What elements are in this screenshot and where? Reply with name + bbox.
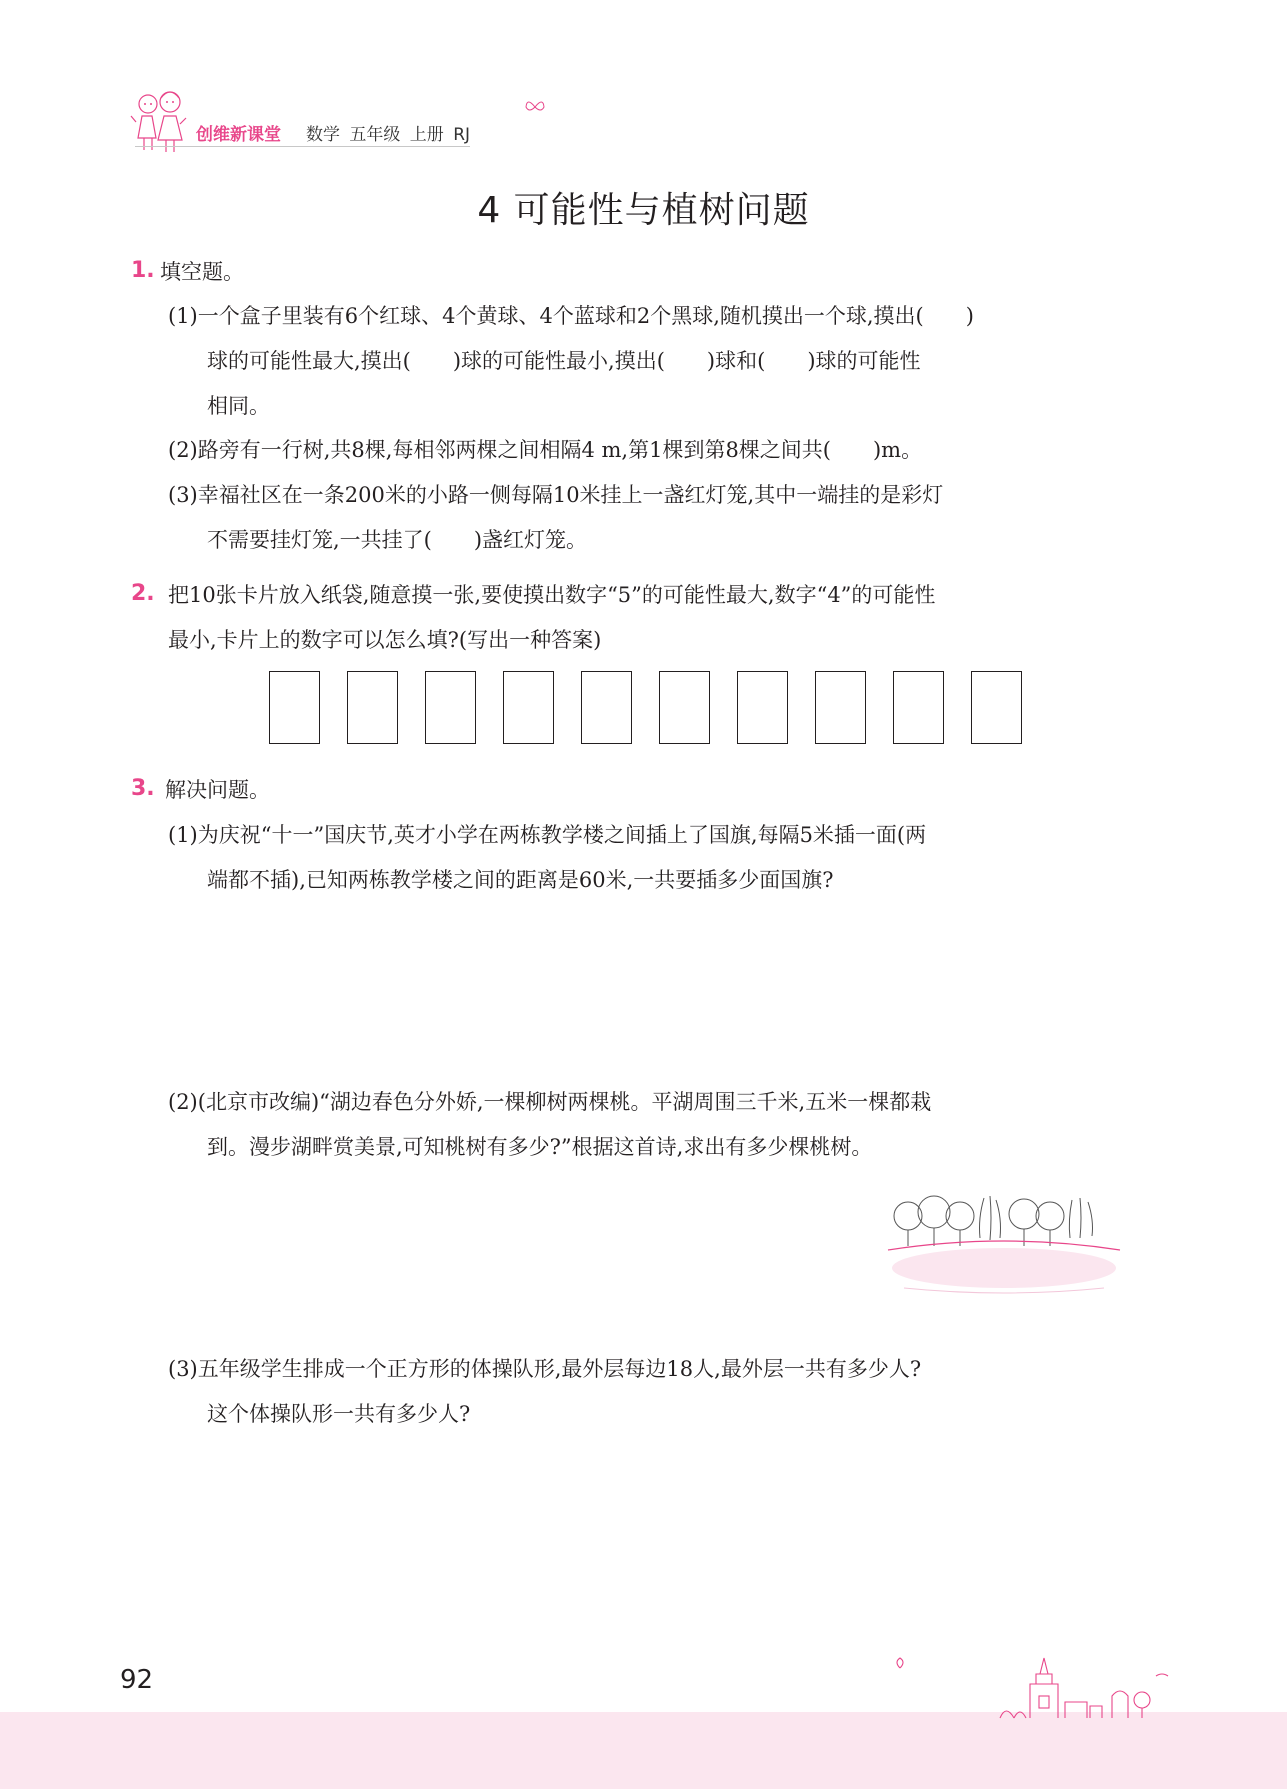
q3-part3-line1: (3)五年级学生排成一个正方形的体操队形,最外层每边18人,最外层一共有多少人? — [168, 1357, 922, 1381]
question-3-heading: 解决问题。 — [165, 778, 270, 802]
q3-part1-line1: (1)为庆祝“十一”国庆节,英才小学在两栋教学楼之间插上了国旗,每隔5米插一面(两 — [168, 823, 927, 847]
answer-card-box[interactable] — [269, 671, 320, 744]
q1-part1-line3: 相同。 — [207, 394, 270, 418]
header-rule — [135, 146, 470, 147]
q1-part2: (2)路旁有一行树,共8棵,每相邻两棵之间相隔4 m,第1棵到第8棵之间共( )m。 — [168, 438, 923, 462]
page-number: 92 — [120, 1665, 154, 1695]
question-3-number: 3. — [131, 776, 155, 801]
q1-part1-line2: 球的可能性最大,摸出( )球的可能性最小,摸出( )球和( )球的可能性 — [207, 349, 921, 373]
q3-part3-line2: 这个体操队形一共有多少人? — [207, 1402, 471, 1426]
q3-part1-line2: 端都不插),已知两栋教学楼之间的距离是60米,一共要插多少面国旗? — [207, 868, 834, 892]
q1-part3-line1: (3)幸福社区在一条200米的小路一侧每隔10米挂上一盏红灯笼,其中一端挂的是彩灯 — [168, 483, 944, 507]
q2-line1: 把10张卡片放入纸袋,随意摸一张,要使摸出数字“5”的可能性最大,数字“4”的可能性 — [168, 583, 936, 607]
butterfly-icon — [524, 98, 546, 116]
q1-part1-line1: (1)一个盒子里装有6个红球、4个黄球、4个蓝球和2个黑球,随机摸出一个球,摸出( ) — [168, 304, 974, 328]
answer-card-box[interactable] — [347, 671, 398, 744]
castle-illustration — [880, 1648, 1180, 1720]
q1-part3-line2: 不需要挂灯笼,一共挂了( )盏红灯笼。 — [207, 528, 588, 552]
answer-card-box[interactable] — [425, 671, 476, 744]
question-1-number: 1. — [131, 258, 155, 283]
q3-part2-line1: (2)(北京市改编)“湖边春色分外娇,一棵柳树两棵桃。平湖周围三千米,五米一棵都栽 — [168, 1090, 932, 1114]
kids-illustration — [128, 86, 192, 154]
answer-card-box[interactable] — [893, 671, 944, 744]
brand-name: 创维新课堂 — [196, 125, 281, 145]
answer-card-box[interactable] — [659, 671, 710, 744]
footer-band — [0, 1712, 1287, 1789]
answer-card-box[interactable] — [971, 671, 1022, 744]
answer-card-box[interactable] — [815, 671, 866, 744]
answer-card-box[interactable] — [503, 671, 554, 744]
q2-line2: 最小,卡片上的数字可以怎么填?(写出一种答案) — [168, 628, 602, 652]
q3-part2-line2: 到。漫步湖畔赏美景,可知桃树有多少?”根据这首诗,求出有多少棵桃树。 — [207, 1135, 873, 1159]
answer-card-box[interactable] — [581, 671, 632, 744]
book-info: 数学 五年级 上册 RJ — [306, 125, 471, 145]
answer-card-box[interactable] — [737, 671, 788, 744]
lake-trees-illustration — [884, 1188, 1124, 1318]
question-1-heading: 填空题。 — [160, 260, 244, 284]
question-2-number: 2. — [131, 581, 155, 606]
page-title: 4 可能性与植树问题 — [477, 190, 810, 231]
